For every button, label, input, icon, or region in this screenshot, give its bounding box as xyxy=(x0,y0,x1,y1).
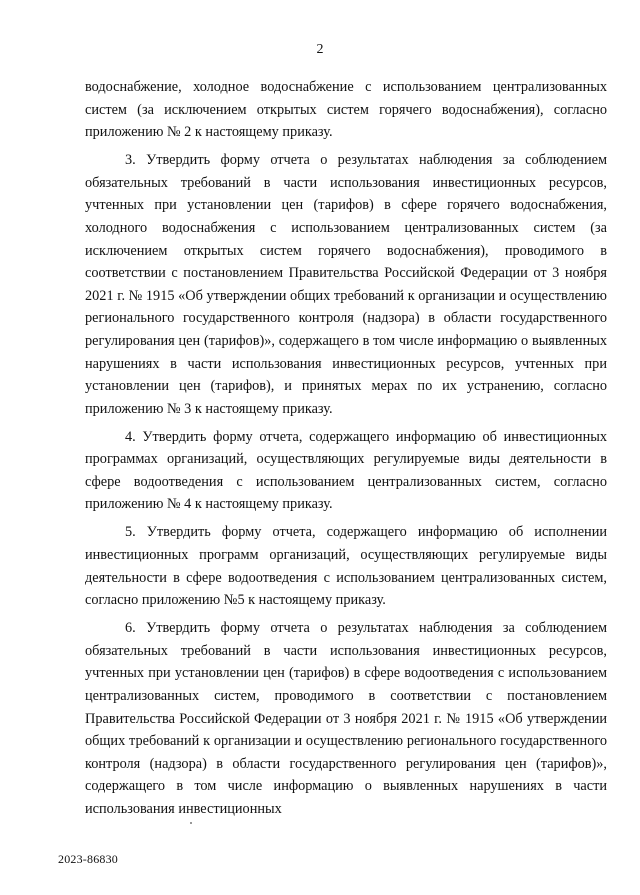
paragraph-item-3: 3. Утвердить форму отчета о результатах наблюдения за соблюдением обязательных требований в части использования инвестиционных ресурсов, учтенных при установлении цен (тарифов) в сфере горячего водоснабжения, холодного водоснабжения с использованием централизованных систем (за исключением открытых систем горячего водоснабжения), проводимого в соответствии с постановлением Правительства Российской Федерации от 3 ноября 2021 г. № 1915 «Об утверждении общих требований к организации и осуществлению регионального государственного контроля (надзора) в области государственного регулирования цен (тарифов)», содержащего в том числе информацию о выявленных нарушениях в части использования инвестиционных ресурсов, учтенных при установлении цен (тарифов), и принятых мерах по их устранению, согласно приложению № 3 к настоящему приказу. xyxy=(85,152,607,417)
paragraph-item-6: 6. Утвердить форму отчета о результатах наблюдения за соблюдением обязательных требований в части использования инвестиционных ресурсов, учтенных при установлении цен (тарифов) в сфере водоотведения с использованием централизованных систем, проводимого в соответствии с постановлением Правительства Российской Федерации от 3 ноября 2021 г. № 1915 «Об утверждении общих требований к организации и осуществлению регионального государственного контроля (надзора) в области государственного регулирования цен (тарифов)», содержащего в том числе информацию о выявленных нарушениях в части использования инвестиционных xyxy=(85,620,607,817)
document-id: 2023-86830 xyxy=(58,852,118,866)
paragraph-item-4: 4. Утвердить форму отчета, содержащего информацию об инвестиционных программах организаций, осуществляющих регулируемые виды деятельности в сфере водоотведения с использованием централизованных систем, согласно приложению № 4 к настоящему приказу. xyxy=(85,428,607,513)
scan-speck xyxy=(190,822,192,824)
paragraph-continuation: водоснабжение, холодное водоснабжение с использованием централизованных систем (за исключением открытых систем горячего водоснабжения), согласно приложению № 2 к настоящему приказу. xyxy=(85,79,607,141)
paragraph-item-5: 5. Утвердить форму отчета, содержащего информацию об исполнении инвестиционных программ организаций, осуществляющих регулируемые виды деятельности в сфере водоотведения с использованием централизованных систем, согласно приложению №5 к настоящему приказу. xyxy=(85,524,607,609)
page-number: 2 xyxy=(316,42,324,57)
document-body xyxy=(85,76,607,821)
